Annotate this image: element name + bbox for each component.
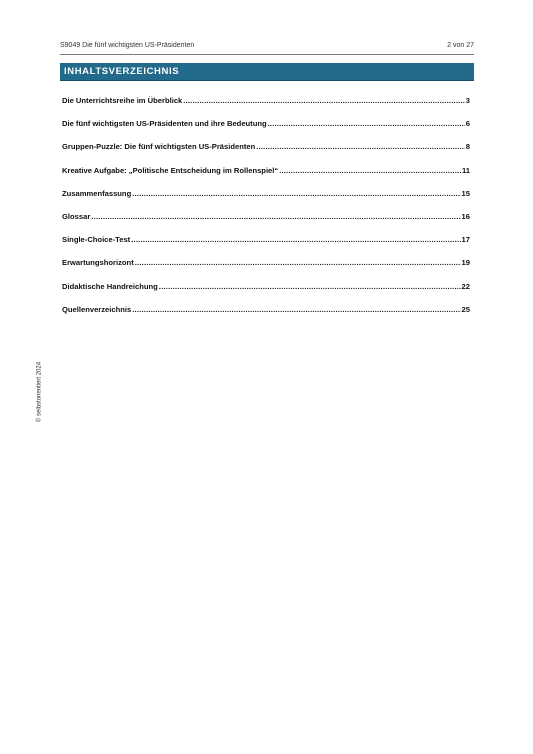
toc-dot-leader: [132, 304, 460, 315]
toc-heading: INHALTSVERZEICHNIS: [64, 66, 180, 77]
toc-entry-page: 25: [461, 304, 470, 314]
toc-dot-leader: [279, 165, 461, 176]
toc-entry[interactable]: [62, 211, 470, 223]
toc-entry-page: 8: [465, 142, 470, 152]
copyright-note: © selbstorientiert 2024: [36, 361, 43, 423]
toc-entry-title: Die Unterrichtsreihe im Überblick: [62, 96, 183, 105]
toc-entry-title: Erwartungshorizont: [62, 258, 134, 268]
toc-entry-page: 17: [461, 235, 470, 245]
toc-entry[interactable]: [62, 141, 470, 153]
toc-entry-page: 6: [465, 119, 470, 129]
toc-entry-page: 11: [461, 165, 470, 175]
toc-entry[interactable]: [62, 257, 470, 269]
toc-entry-page: 16: [461, 211, 470, 221]
toc-list: [62, 95, 470, 327]
toc-entry-title: Die fünf wichtigsten US-Präsidenten und ihre Bedeutung: [62, 119, 267, 129]
toc-entry-title: Didaktische Handreichung: [62, 281, 158, 291]
toc-entry-page: 22: [461, 281, 470, 291]
toc-entry-title: Quellenverzeichnis: [62, 304, 132, 314]
toc-entry[interactable]: [62, 234, 470, 246]
toc-entry[interactable]: [62, 281, 470, 293]
toc-entry[interactable]: [62, 165, 470, 177]
toc-heading-banner: [60, 63, 474, 81]
toc-entry-title: Gruppen-Puzzle: Die fünf wichtigsten US-Präsidenten: [62, 142, 256, 152]
toc-dot-leader: [91, 211, 460, 222]
page-indicator: 2 von 27: [447, 42, 474, 49]
toc-dot-leader: [159, 281, 461, 292]
toc-entry[interactable]: [62, 304, 470, 316]
toc-entry-page: 3: [465, 96, 470, 105]
toc-dot-leader: [256, 141, 465, 152]
page-header: [60, 42, 474, 55]
toc-entry-page: 19: [461, 258, 470, 268]
document-title: S9049 Die fünf wichtigsten US-Präsidenten: [60, 42, 195, 49]
toc-entry[interactable]: [62, 95, 470, 107]
toc-entry-page: 15: [461, 188, 470, 198]
toc-dot-leader: [131, 234, 460, 245]
toc-entry[interactable]: [62, 188, 470, 200]
toc-dot-leader: [268, 118, 465, 129]
toc-dot-leader: [132, 188, 460, 199]
toc-entry-title: Glossar: [62, 211, 91, 221]
toc-dot-leader: [135, 257, 461, 268]
toc-dot-leader: [183, 95, 464, 106]
toc-entry-title: Single-Choice-Test: [62, 235, 131, 245]
toc-entry-title: Zusammenfassung: [62, 188, 132, 198]
toc-entry[interactable]: [62, 118, 470, 130]
toc-entry-title: Kreative Aufgabe: „Politische Entscheidung im Rollenspiel“: [62, 165, 279, 175]
